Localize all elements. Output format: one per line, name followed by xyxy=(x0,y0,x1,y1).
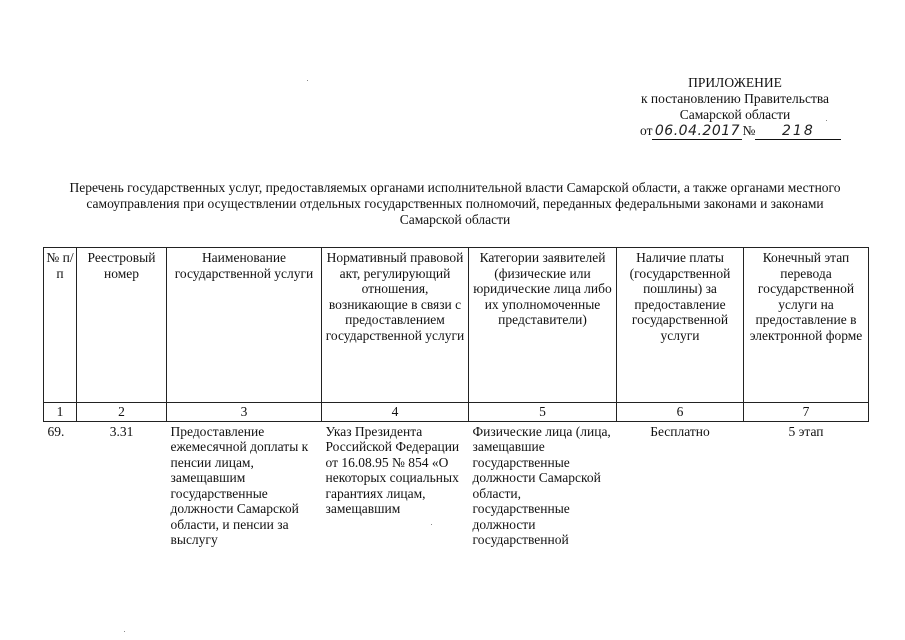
header-final-stage: Конечный этап перевода государственной услуги на предоставление в электронной форме xyxy=(744,248,869,403)
header-number: № п/п xyxy=(44,248,77,403)
appendix-title: ПРИЛОЖЕНИЕ xyxy=(688,75,782,90)
header-applicant-categories: Категории заявителей (физические или юридические лица либо их уполномоченные представители) xyxy=(469,248,617,403)
scan-speck xyxy=(826,120,827,121)
column-number-row xyxy=(44,403,869,422)
row-final-stage: 5 этап xyxy=(788,423,824,439)
column-number: 2 xyxy=(77,403,167,422)
appendix-date-line xyxy=(600,123,870,140)
number-sign: № xyxy=(742,123,756,138)
header-legal-act: Нормативный правовой акт, регулирующий отношения, возникающие в связи с предоставлением государственной услуги xyxy=(322,248,469,403)
table-row xyxy=(44,421,869,550)
column-number: 5 xyxy=(469,403,617,422)
table-header-row xyxy=(44,248,869,403)
row-service-name: Предоставление ежемесячной доплаты к пенсии лицам, замещавшим государственные должности Самарской области, и пенсии за выслугу xyxy=(170,423,309,547)
scan-speck xyxy=(431,524,432,525)
column-number: 1 xyxy=(44,403,77,422)
row-applicants: Физические лица (лица, замещавшие государственные должности Самарской области, государственные должности государственной xyxy=(472,423,611,547)
header-service-name: Наименование государственной услуги xyxy=(167,248,322,403)
handwritten-number: 218 xyxy=(755,123,841,140)
handwritten-date: 06.04.2017 xyxy=(652,123,742,140)
row-registry-number: 3.31 xyxy=(109,423,134,439)
services-table xyxy=(43,247,869,550)
column-number: 7 xyxy=(744,403,869,422)
appendix-resolution-line: к постановлению Правительства xyxy=(640,91,830,106)
date-prefix: от xyxy=(640,123,653,138)
row-fee: Бесплатно xyxy=(650,423,710,439)
scan-speck xyxy=(307,80,308,81)
appendix-region-line: Самарской области xyxy=(679,107,791,122)
document-title: Перечень государственных услуг, предоставляемых органами исполнительной власти Самарской области, а также органами местного самоуправления при осуществлении отдельных государственных полномочий, переданных федеральными законами и законами Самарской области xyxy=(69,180,841,227)
appendix-block xyxy=(600,75,870,140)
column-number: 4 xyxy=(322,403,469,422)
row-legal-act: Указ Президента Российской Федерации от 16.08.95 № 854 «О некоторых социальных гарантиях лицам, замещавшим xyxy=(325,423,460,516)
column-number: 6 xyxy=(617,403,744,422)
scan-speck xyxy=(124,631,125,632)
header-fee: Наличие платы (государственной пошлины) за предоставление государственной услуги xyxy=(617,248,744,403)
row-number: 69. xyxy=(47,423,65,439)
header-registry-number: Реестровый номер xyxy=(77,248,167,403)
column-number: 3 xyxy=(167,403,322,422)
